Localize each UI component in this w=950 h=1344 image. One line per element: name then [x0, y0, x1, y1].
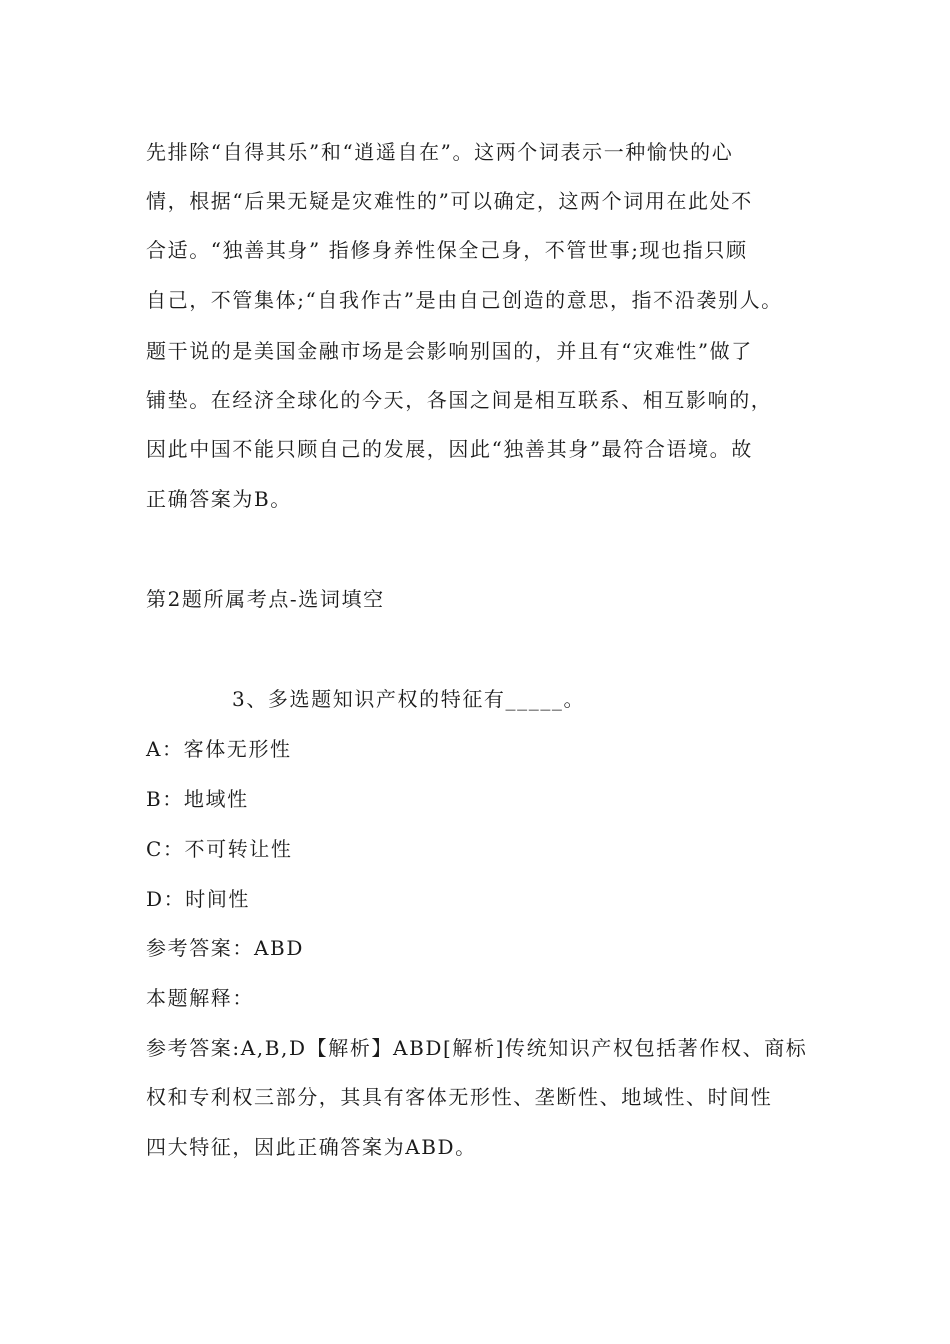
explanation-line: 先排除“自得其乐”和“逍遥自在”。这两个词表示一种愉快的心	[146, 140, 734, 164]
answer-explanation-line: 权和专利权三部分，其具有客体无形性、垄断性、地域性、时间性	[146, 1085, 773, 1109]
option-c: C：不可转让性	[146, 837, 293, 861]
explanation-line: 因此中国不能只顾自己的发展，因此“独善其身”最符合语境。故	[146, 437, 753, 461]
explanation-label: 本题解释：	[146, 986, 254, 1010]
option-b: B：地域性	[146, 787, 249, 811]
topic-label: 第2题所属考点-选词填空	[146, 587, 385, 611]
option-a: A：客体无形性	[146, 737, 292, 761]
explanation-line: 正确答案为B。	[146, 487, 292, 511]
option-d: D：时间性	[146, 887, 251, 911]
explanation-line: 自己，不管集体;“自我作古”是由自己创造的意思，指不沿袭别人。	[146, 288, 783, 312]
explanation-line: 题干说的是美国金融市场是会影响别国的，并且有“灾难性”做了	[146, 339, 753, 363]
explanation-line: 铺垫。在经济全球化的今天，各国之间是相互联系、相互影响的，	[146, 388, 773, 412]
explanation-line: 合适。“独善其身” 指修身养性保全己身，不管世事;现也指只顾	[146, 238, 748, 262]
question-stem: 3、多选题知识产权的特征有_____。	[232, 687, 586, 711]
explanation-line: 情，根据“后果无疑是灾难性的”可以确定，这两个词用在此处不	[146, 189, 753, 213]
reference-answer: 参考答案：ABD	[146, 936, 304, 960]
answer-explanation-line: 参考答案:A,B,D【解析】ABD[解析]传统知识产权包括著作权、商标	[146, 1036, 808, 1060]
answer-explanation-line: 四大特征，因此正确答案为ABD。	[146, 1135, 477, 1159]
